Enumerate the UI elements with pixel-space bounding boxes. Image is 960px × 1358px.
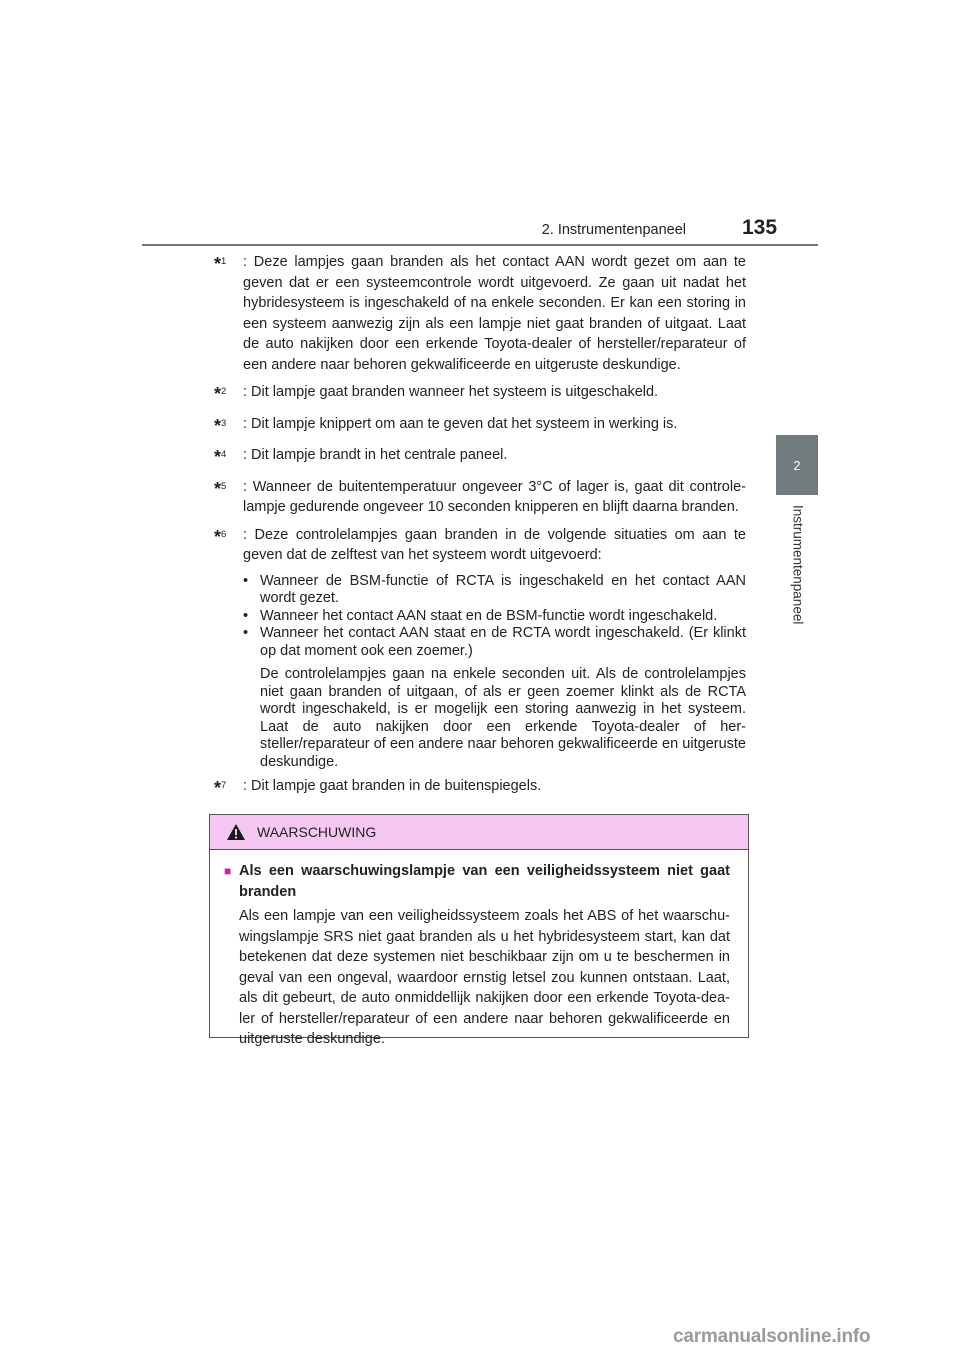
footnote [214,776,746,801]
bullet-item: • Wanneer het contact AAN staat en de RCTA wordt ingeschakeld. (Er klinkt op dat moment ook een zoemer.) [243,625,746,659]
section-title: 2. Instrumentenpaneel [541,222,686,238]
watermark: carmanualsonline.info [673,1326,871,1347]
footnote [214,382,746,407]
footnote-text: : Dit lampje brandt in het centrale paneel. [243,447,508,463]
warning-triangle-icon [226,823,246,841]
footnote [214,477,746,518]
warning-body [210,850,748,1050]
header-divider [142,244,818,246]
footnote-marker: *$^4$ [214,447,227,467]
chapter-tab-number: 2 [793,457,801,473]
footnote-marker: *$^5$ [214,478,227,499]
footnote-marker: *$^7$ [214,778,227,798]
footnote-text: : Dit lampje gaat branden in de buitenspiegels. [243,778,542,794]
chapter-tab [776,435,818,495]
footnote-list [214,252,746,808]
footnote [214,445,746,470]
footnote-text: : Dit lampje gaat branden wanneer het systeem is uitgeschakeld. [243,384,659,400]
bullet-list [243,573,746,661]
warning-header [210,815,748,850]
warning-heading: WAARSCHUWING [257,824,377,840]
page-number: 135 [742,216,778,239]
warning-text: Als een lampje van een veiligheidssysteem zoals het ABS of het waarschuwingslampje SRS niet gaat branden als u het hybridesysteem start, kan dat betekenen dat deze systemen niet beschikbaar zijn om u te beschermen in geval van een ongeval, waardoor ernstig letsel zou kunnen ontstaan. Laat, als dit gebeurt, de auto onmiddellijk nakijken door een erkende Toyota-dealer of hersteller/reparateur of een andere naar behoren gekwalificeerde en uitgeruste deskundige. [239,908,730,1047]
square-bullet-icon: ■ [224,864,232,878]
footnote [214,414,746,439]
warning-title: ■ Als een waarschuwingslampje van een veiligheidssysteem niet gaat branden [224,861,730,902]
warning-box [209,814,749,1047]
footnote-marker: *$^6$ [214,526,227,547]
footnote-marker: *$^3$ [214,415,227,436]
bullet-item: • Wanneer het contact AAN staat en de BSM-functie wordt ingeschakeld. [243,607,718,624]
footnote-marker: *$^2$ [214,384,227,404]
footnote [214,525,746,566]
footnote-text: : Dit lampje knippert om aan te geven dat het systeem in werking is. [243,415,678,432]
bullet-note: De controlelampjes gaan na enkele seconden uit. Als de controlelampjes niet gaan branden of uitgaan, of als er geen zoemer klinkt als de RCTA wordt ingeschakeld, is er mogelijk een storing aanwezig in het systeem. Laat de auto nakijken door een erkende Toyota-dealer of hersteller/reparateur of een andere naar behoren gekwalificeerde en uitgeruste deskundige. [260,666,746,770]
footnote-text: : Wanneer de buitentemperatuur ongeveer 3°C of lager is, gaat dit controlelampje gedurende ongeveer 10 seconden knipperen en blijft daarna branden. [243,478,746,515]
footnote-text: : Deze lampjes gaan branden als het contact AAN wordt gezet om aan te geven dat er een systeemcontrole wordt uitgevoerd. Ze gaan uit nadat het hybridesysteem is ingeschakeld of na enkele seconden. Er kan een storing in een systeem aanwezig zijn als een lampje niet gaat branden of uitgaat. Laat de auto nakijken door een erkende Toyota-dealer of hersteller/reparateur of een andere naar behoren gekwalificeerde en uitgeruste deskundige. [243,254,746,373]
footnote-text: : Deze controlelampjes gaan branden in de volgende situaties om aan te geven dat de zelftest van het systeem wordt uitgevoerd: [243,526,746,563]
footnote [214,252,746,375]
footnote-marker: *$^1$ [214,254,227,274]
chapter-tab-label: Instrumentenpaneel [790,505,806,625]
bullet-item: • Wanneer de BSM-functie of RCTA is ingeschakeld en het contact AAN wordt gezet. [243,572,746,606]
